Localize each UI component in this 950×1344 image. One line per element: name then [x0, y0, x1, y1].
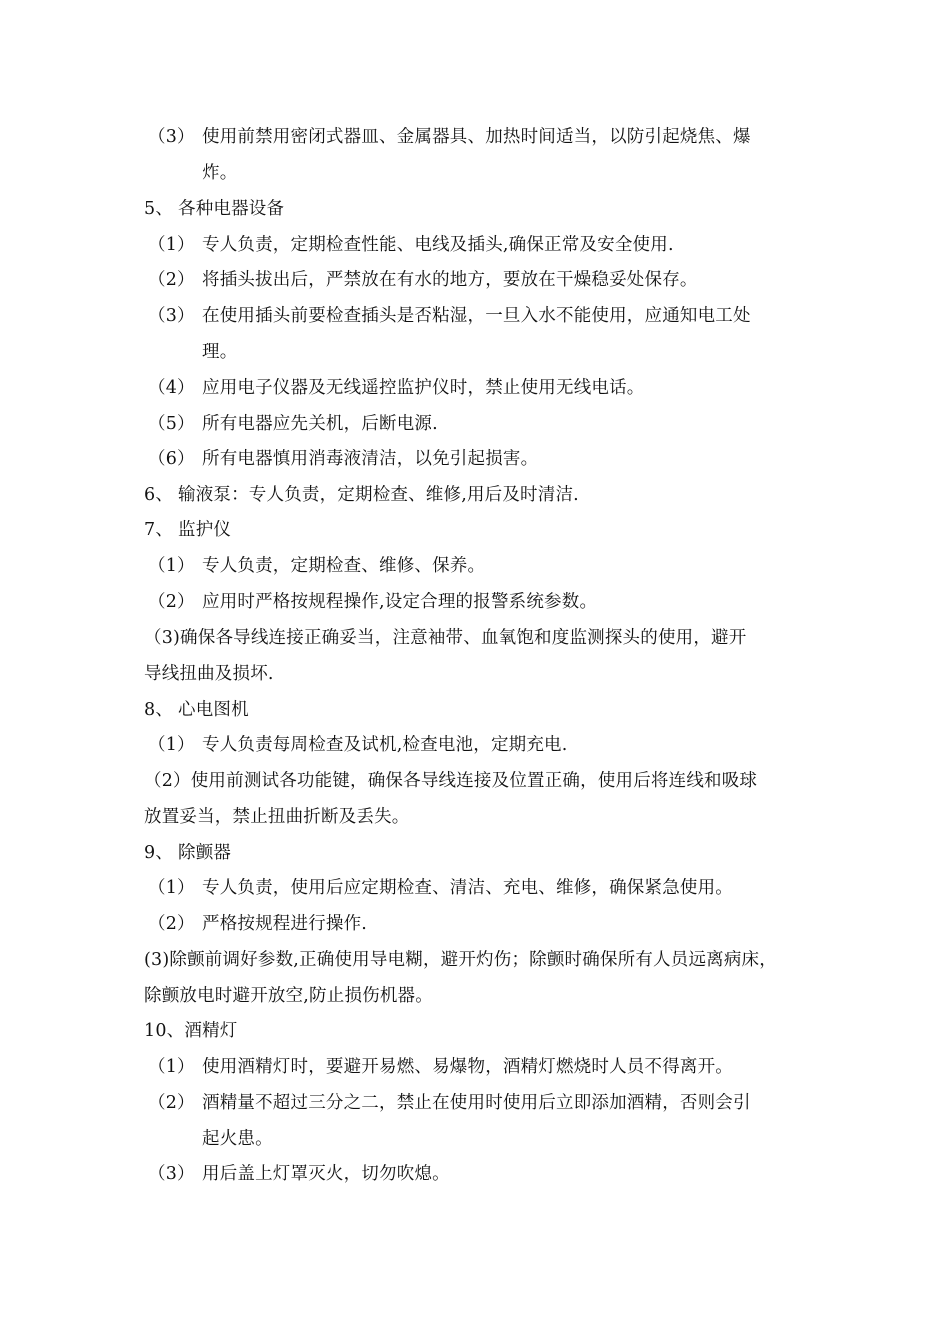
item-line — [148, 876, 733, 900]
section-number: 9、 — [144, 843, 174, 863]
item-text: (3)除颤前调好参数,正确使用导电糊，避开灼伤；除颤时确保所有人员远离病床， — [144, 950, 777, 970]
item-continuation — [202, 340, 237, 364]
item-text: （2）使用前测试各功能键，确保各导线连接及位置正确，使用后将连线和吸球 — [144, 771, 758, 791]
item-paragraph-line — [144, 948, 777, 972]
item-text: 应用时严格按规程操作,设定合理的报警系统参数。 — [202, 592, 598, 612]
item-line — [148, 733, 568, 757]
section-number: 8、 — [144, 700, 174, 720]
item-number: （2） — [148, 592, 195, 612]
item-text: 专人负责每周检查及试机,检查电池，定期充电. — [202, 735, 568, 755]
item-text: 除颤放电时避开放空,防止损伤机器。 — [144, 986, 433, 1006]
item-line — [148, 125, 751, 149]
item-line — [148, 268, 698, 292]
item-text: 用后盖上灯罩灭火，切勿吹熄。 — [202, 1164, 450, 1184]
section-number: 5、 — [144, 199, 174, 219]
item-paragraph-line — [144, 662, 274, 686]
item-text: 所有电器应先关机，后断电源. — [202, 414, 438, 434]
item-line — [148, 590, 597, 614]
item-number: （1） — [148, 235, 195, 255]
item-text: 严格按规程进行操作. — [202, 914, 368, 934]
item-text: 理。 — [202, 342, 238, 362]
item-paragraph-line — [144, 626, 746, 650]
item-line — [148, 304, 751, 328]
item-number: （4） — [148, 378, 195, 398]
item-line — [148, 1162, 450, 1186]
item-text: 酒精量不超过三分之二，禁止在使用时使用后立即添加酒精，否则会引 — [202, 1093, 751, 1113]
section-heading — [144, 518, 231, 542]
item-number: （2） — [148, 270, 195, 290]
section-heading — [144, 698, 249, 722]
item-line — [148, 554, 485, 578]
item-text: 起火患。 — [202, 1129, 273, 1149]
item-number: （2） — [148, 914, 195, 934]
section-heading — [144, 483, 579, 507]
section-heading — [144, 197, 284, 221]
item-text: （3)确保各导线连接正确妥当，注意袖带、血氧饱和度监测探头的使用，避开 — [144, 628, 747, 648]
item-text: 使用前禁用密闭式器皿、金属器具、加热时间适当，以防引起烧焦、爆 — [202, 127, 751, 147]
section-title: 心电图机 — [178, 700, 249, 720]
item-number: （1） — [148, 735, 195, 755]
item-text: 使用酒精灯时，要避开易燃、易爆物，酒精灯燃烧时人员不得离开。 — [202, 1057, 733, 1077]
item-text: 专人负责，定期检查、维修、保养。 — [202, 556, 486, 576]
item-paragraph-line — [144, 805, 410, 829]
item-line — [148, 376, 645, 400]
item-paragraph-line — [144, 984, 433, 1008]
item-number: （6） — [148, 449, 195, 469]
item-text: 专人负责，使用后应定期检查、清洁、充电、维修，确保紧急使用。 — [202, 878, 733, 898]
item-text: 炸。 — [202, 163, 238, 183]
section-number: 7、 — [144, 520, 174, 540]
item-line — [148, 233, 674, 257]
item-number: （1） — [148, 1057, 195, 1077]
item-continuation — [202, 1127, 273, 1151]
item-line — [148, 912, 367, 936]
section-title: 10、酒精灯 — [144, 1021, 238, 1041]
item-number: （5） — [148, 414, 195, 434]
item-text: 导线扭曲及损坏. — [144, 664, 274, 684]
section-title: 各种电器设备 — [178, 199, 285, 219]
section-number: 6、 — [144, 485, 174, 505]
item-text: 在使用插头前要检查插头是否粘湿，一旦入水不能使用，应通知电工处 — [202, 306, 751, 326]
item-text: 应用电子仪器及无线遥控监护仪时，禁止使用无线电话。 — [202, 378, 645, 398]
item-line — [148, 1055, 733, 1079]
item-number: （3） — [148, 1164, 195, 1184]
item-number: （2） — [148, 1093, 195, 1113]
section-title: 除颤器 — [178, 843, 232, 863]
item-line — [148, 447, 538, 471]
section-heading — [144, 1019, 237, 1043]
item-continuation — [202, 161, 237, 185]
section-title: 输液泵：专人负责，定期检查、维修,用后及时清洁. — [178, 485, 579, 505]
item-paragraph-line — [144, 769, 757, 793]
section-heading — [144, 841, 231, 865]
item-number: （3） — [148, 127, 195, 147]
item-number: （3） — [148, 306, 195, 326]
item-text: 放置妥当，禁止扭曲折断及丢失。 — [144, 807, 410, 827]
section-title: 监护仪 — [178, 520, 232, 540]
item-text: 将插头拔出后，严禁放在有水的地方，要放在干燥稳妥处保存。 — [202, 270, 698, 290]
item-text: 所有电器慎用消毒液清洁，以免引起损害。 — [202, 449, 539, 469]
item-text: 专人负责，定期检查性能、电线及插头,确保正常及安全使用. — [202, 235, 674, 255]
item-line — [148, 412, 438, 436]
item-line — [148, 1091, 751, 1115]
item-number: （1） — [148, 878, 195, 898]
item-number: （1） — [148, 556, 195, 576]
